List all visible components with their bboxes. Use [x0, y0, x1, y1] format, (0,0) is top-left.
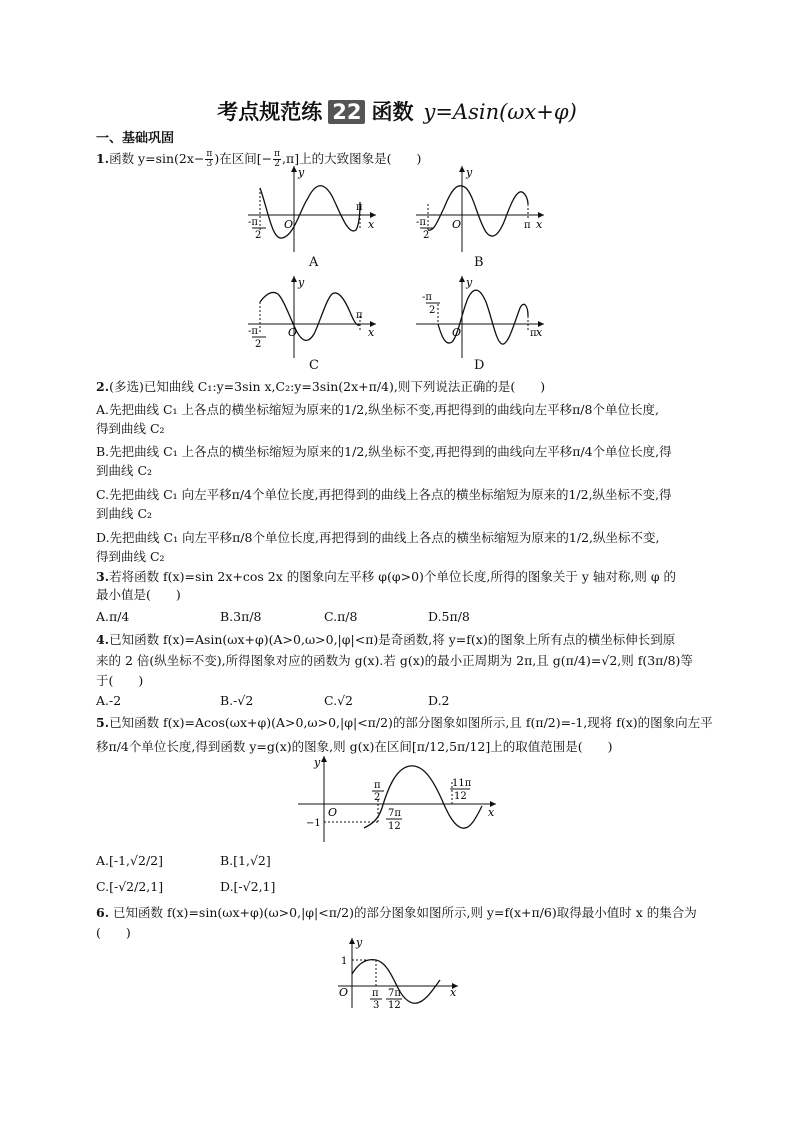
graph-c-neg-pi: -π — [248, 326, 258, 337]
graph-b-y-label: y — [466, 166, 473, 179]
q3-stem-line2: 最小值是( ) — [96, 587, 181, 602]
graph-a-two: 2 — [255, 230, 262, 241]
q3-option-d: D.5π/8 — [428, 609, 470, 624]
q5-graph-origin: O — [328, 806, 338, 819]
q6-number: 6. — [96, 905, 110, 920]
q1-text-c: 上的大致图象是( ) — [299, 151, 422, 166]
q5-number: 5. — [96, 715, 110, 730]
q2-option-d-line2: 得到曲线 C₂ — [96, 549, 165, 564]
q5-graph-7pi-num: 7π — [388, 808, 401, 819]
graph-b-neg-pi: -π — [416, 217, 426, 228]
q6-stem-text1: 已知函数 f(x)=sin(ωx+φ)(ω>0,|φ|<π/2)的部分图象如图所示,则 y=f(x+π/6)取得最小值时 x 的集合为 — [109, 905, 697, 920]
q1-option-label-a: A — [309, 255, 319, 270]
q2-option-a-line2: 得到曲线 C₂ — [96, 421, 165, 436]
q5-graph — [296, 752, 506, 844]
q5-option-b: B.[1,√2] — [220, 853, 271, 868]
q5-graph-x-label: x — [488, 806, 495, 819]
q5-graph-11pi-num: 11π — [452, 778, 472, 789]
q6-stem-line2: ( ) — [96, 925, 131, 940]
q4-options — [96, 692, 700, 710]
q5-graph-y-label: y — [314, 756, 321, 769]
graph-a-y-label: y — [298, 166, 305, 179]
q2-option-a-line1: A.先把曲线 C₁ 上各点的横坐标缩短为原来的1/2,纵坐标不变,再把得到的曲线向左平移π/8个单位长度, — [96, 402, 659, 417]
q3-number: 3. — [96, 569, 110, 584]
graph-d-two: 2 — [429, 305, 436, 316]
q4-option-a: A.-2 — [96, 693, 122, 708]
q1-text-a: 函数 y=sin — [109, 151, 175, 166]
q4-option-d: D.2 — [428, 693, 450, 708]
q2-stem-text: (多选)已知曲线 C₁:y=3sin x,C₂:y=3sin(2x+π/4),则下列说法正确的是( ) — [109, 379, 546, 394]
q5-graph-minus-one: −1 — [306, 818, 321, 829]
q3-option-a: A.π/4 — [96, 609, 130, 624]
q3-stem-line1 — [96, 568, 700, 586]
q4-option-c: C.√2 — [324, 693, 354, 708]
q1-stem: 1.函数 y=sin(2x− $\frac{\pi}{3}$ )在区间[− $\frac{\pi}{2}$ ,π]上的大致图象是( ) — [96, 149, 422, 169]
q5-graph-7pi-den: 12 — [388, 821, 401, 832]
graph-c-y-label: y — [298, 276, 305, 289]
q5-options-row1 — [96, 852, 700, 870]
graph-c-origin: O — [288, 326, 298, 339]
q1-graph-a — [244, 160, 384, 255]
q6-graph-pi3-num: π — [372, 988, 379, 999]
q5-graph-11pi-den: 12 — [454, 791, 467, 802]
graph-a-pi: π — [356, 202, 363, 213]
q6-graph-origin: O — [339, 986, 349, 999]
q2-option-c-line1: C.先把曲线 C₁ 向左平移π/4个单位长度,再把得到的曲线上各点的横坐标缩短为原来的1/2,纵坐标不变,得 — [96, 487, 672, 502]
graph-b-x-label: x — [536, 218, 543, 231]
q5-option-d: D.[-√2,1] — [220, 879, 276, 894]
q4-stem-text1: 已知函数 f(x)=Asin(ωx+φ)(A>0,ω>0,|φ|<π)是奇函数,将 y=f(x)的图象上所有点的横坐标伸长到原 — [109, 632, 676, 647]
graph-a-neg-pi: -π — [248, 217, 258, 228]
q3-stem-text1: 若将函数 f(x)=sin 2x+cos 2x 的图象向左平移 φ(φ>0)个单位长度,所得的图象关于 y 轴对称,则 φ 的 — [109, 569, 677, 584]
q1-option-label-b: B — [474, 255, 484, 270]
graph-b-origin: O — [452, 218, 462, 231]
graph-b-two: 2 — [423, 230, 430, 241]
q4-stem-line2: 来的 2 倍(纵坐标不变),所得图象对应的函数为 g(x).若 g(x)的最小正周期为 2π,且 g(π/4)=√2,则 f(3π/8)等 — [96, 653, 693, 668]
q6-graph-pi3-den: 3 — [373, 1000, 380, 1010]
graph-c-pi: π — [356, 310, 363, 321]
graph-d-neg-pi: -π — [422, 292, 432, 303]
graph-c-two: 2 — [255, 339, 262, 350]
graph-a-origin: O — [284, 218, 294, 231]
q1-graph-d — [412, 272, 552, 362]
q4-number: 4. — [96, 632, 110, 647]
q5-stem-text1: 已知函数 f(x)=Acos(ωx+φ)(A>0,ω>0,|φ|<π/2)的部分图象如图所示,且 f(π/2)=-1,现将 f(x)的图象向左平 — [109, 715, 713, 730]
q3-option-c: C.π/8 — [324, 609, 358, 624]
q2-stem — [96, 378, 700, 396]
q2-option-c-line2: 到曲线 C₂ — [96, 506, 153, 521]
q5-stem-line1 — [96, 714, 713, 732]
q6-graph — [336, 934, 466, 1010]
q6-graph-one: 1 — [341, 956, 348, 967]
q5-option-c: C.[-√2/2,1] — [96, 879, 164, 894]
q2-number: 2. — [96, 379, 110, 394]
q6-graph-7pi-num: 7π — [388, 988, 401, 999]
q3-options — [96, 608, 700, 626]
q6-graph-7pi-den: 12 — [388, 1000, 401, 1010]
q2-option-b-line2: 到曲线 C₂ — [96, 463, 153, 478]
q5-option-a: A.[-1,√2/2] — [96, 853, 163, 868]
q4-stem-line3: 于( ) — [96, 673, 144, 688]
q5-graph-pi2-den: 2 — [374, 792, 381, 803]
graph-b-pi: π — [524, 220, 531, 231]
graph-d-x-label: x — [536, 326, 543, 339]
q1-graph-b — [412, 160, 552, 255]
graph-d-pi: π — [530, 328, 537, 339]
section-heading: 一、基础巩固 — [96, 131, 175, 146]
q1-option-label-d: D — [474, 358, 485, 373]
title-number-badge: 22 — [328, 100, 365, 124]
q5-graph-pi2-num: π — [374, 780, 381, 791]
q2-option-b-line1: B.先把曲线 C₁ 上各点的横坐标缩短为原来的1/2,纵坐标不变,再把得到的曲线向左平移π/4个单位长度,得 — [96, 444, 672, 459]
q6-graph-x-label: x — [450, 986, 457, 999]
q1-option-label-c: C — [309, 358, 319, 373]
graph-d-origin: O — [452, 326, 462, 339]
q4-stem-line1 — [96, 631, 700, 649]
graph-a-x-label: x — [368, 218, 375, 231]
q5-stem-line2: 移π/4个单位长度,得到函数 y=g(x)的图象,则 g(x)在区间[π/12,5π/12]上的取值范围是( ) — [96, 739, 613, 754]
q6-graph-y-label: y — [356, 936, 363, 949]
q4-option-b: B.-√2 — [220, 693, 254, 708]
title-prefix: 考点规范练 — [217, 100, 323, 124]
q1-graph-c — [244, 272, 384, 362]
q5-options-row2 — [96, 878, 700, 896]
title-formula: y=Asin(ωx+φ) — [423, 100, 577, 124]
q1-number: 1. — [96, 151, 110, 166]
q6-stem-line1 — [96, 904, 700, 922]
graph-d-y-label: y — [466, 276, 473, 289]
q3-option-b: B.3π/8 — [220, 609, 262, 624]
graph-c-x-label: x — [368, 326, 375, 339]
page-title — [0, 96, 794, 126]
q1-text-b: 在区间 — [219, 151, 257, 166]
q2-option-d-line1: D.先把曲线 C₁ 向左平移π/8个单位长度,再把得到的曲线上各点的横坐标缩短为原来的1/2,纵坐标不变, — [96, 530, 660, 545]
title-topic: 函数 — [371, 100, 414, 124]
